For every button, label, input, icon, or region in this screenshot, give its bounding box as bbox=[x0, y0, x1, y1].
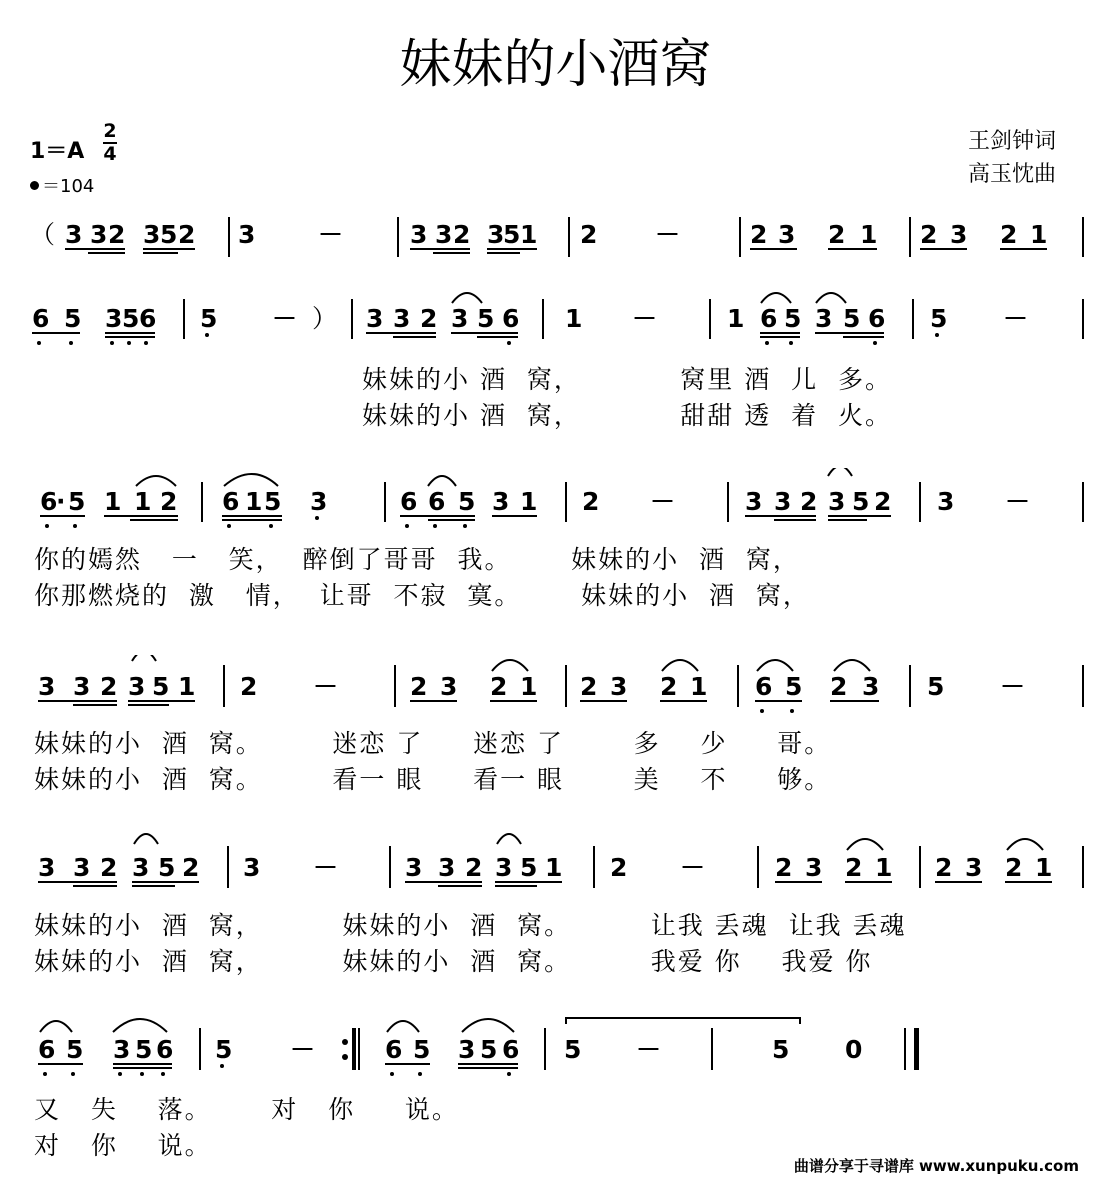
svg-text:3: 3 bbox=[965, 853, 983, 882]
svg-text:5: 5 bbox=[852, 487, 870, 516]
svg-text:2: 2 bbox=[240, 672, 258, 701]
svg-text:1: 1 bbox=[875, 853, 893, 882]
svg-text:2: 2 bbox=[465, 853, 483, 882]
svg-text:0: 0 bbox=[845, 1035, 863, 1064]
svg-text:3: 3 bbox=[366, 304, 384, 333]
svg-text:5: 5 bbox=[122, 304, 140, 333]
svg-text:2: 2 bbox=[660, 672, 678, 701]
lyric-row-3-verse-1: 你的嫣然 一 笑， 醉倒了哥哥 我。 妹妹的小 酒 窝， bbox=[34, 545, 800, 574]
svg-text:3: 3 bbox=[238, 220, 256, 249]
tempo-mark: ＝104 bbox=[30, 172, 94, 198]
svg-text:3: 3 bbox=[143, 220, 161, 249]
svg-text:2: 2 bbox=[828, 220, 846, 249]
svg-text:5: 5 bbox=[503, 220, 521, 249]
svg-text:2: 2 bbox=[182, 853, 200, 882]
svg-text:3: 3 bbox=[805, 853, 823, 882]
svg-text:6: 6 bbox=[428, 487, 446, 516]
svg-text:5: 5 bbox=[152, 672, 170, 701]
lyric-row-5-verse-1: 妹妹的小 酒 窝， 妹妹的小 酒 窝。 让我 丢魂 让我 丢魂 bbox=[34, 911, 907, 940]
svg-text:5: 5 bbox=[458, 487, 476, 516]
score-row-1-notation bbox=[0, 205, 1111, 265]
svg-text:5: 5 bbox=[520, 853, 538, 882]
svg-text:3: 3 bbox=[410, 220, 428, 249]
svg-text:3: 3 bbox=[393, 304, 411, 333]
svg-text:－: － bbox=[313, 853, 339, 882]
svg-text:·: · bbox=[56, 487, 66, 516]
svg-text:6: 6 bbox=[40, 487, 58, 516]
key-signature: 1＝A bbox=[30, 139, 85, 164]
svg-text:3: 3 bbox=[65, 220, 83, 249]
svg-text:3: 3 bbox=[90, 220, 108, 249]
composer-credit: 高玉忱曲 bbox=[967, 162, 1056, 187]
score-row-6 bbox=[0, 1012, 1111, 1072]
svg-text:3: 3 bbox=[113, 1035, 131, 1064]
svg-text:3: 3 bbox=[487, 220, 505, 249]
svg-text:－: － bbox=[1005, 487, 1031, 516]
lyric-row-2-verse-2: 妹妹的小 酒 窝， 甜甜 透 着 火。 bbox=[362, 401, 893, 430]
svg-text:5: 5 bbox=[215, 1035, 233, 1064]
svg-text:1: 1 bbox=[860, 220, 878, 249]
svg-text:3: 3 bbox=[492, 487, 510, 516]
svg-text:5: 5 bbox=[135, 1035, 153, 1064]
svg-text:2: 2 bbox=[920, 220, 938, 249]
svg-text:5: 5 bbox=[480, 1035, 498, 1064]
svg-text:3: 3 bbox=[774, 487, 792, 516]
svg-text:3: 3 bbox=[451, 304, 469, 333]
watermark-footer: 曲谱分享于寻谱库 www.xunpuku.com bbox=[793, 1157, 1079, 1175]
svg-text:－: － bbox=[272, 304, 298, 333]
svg-text:5: 5 bbox=[158, 853, 176, 882]
svg-text:1: 1 bbox=[520, 487, 538, 516]
svg-text:3: 3 bbox=[310, 487, 328, 516]
svg-text:2: 2 bbox=[100, 853, 118, 882]
svg-text:5: 5 bbox=[785, 672, 803, 701]
lyric-row-6-verse-1: 又 失 落。 对 你 说。 bbox=[34, 1095, 459, 1124]
svg-text:5: 5 bbox=[160, 220, 178, 249]
svg-text:3: 3 bbox=[950, 220, 968, 249]
score-row-4-notation bbox=[0, 655, 1111, 715]
svg-text:3: 3 bbox=[440, 672, 458, 701]
svg-text:1: 1 bbox=[245, 487, 263, 516]
svg-text:）: ） bbox=[312, 304, 338, 333]
svg-text:3: 3 bbox=[132, 853, 150, 882]
lyric-row-2-verse-1: 妹妹的小 酒 窝， 窝里 酒 儿 多。 bbox=[362, 365, 893, 394]
lyric-row-6-verse-2: 对 你 说。 bbox=[34, 1131, 212, 1160]
score-row-3-notation bbox=[0, 468, 1111, 528]
svg-text:5: 5 bbox=[413, 1035, 431, 1064]
svg-text:6: 6 bbox=[222, 487, 240, 516]
svg-text:3: 3 bbox=[73, 672, 91, 701]
svg-text:3: 3 bbox=[405, 853, 423, 882]
svg-text:－: － bbox=[290, 1035, 316, 1064]
svg-text:－: － bbox=[1000, 672, 1026, 701]
svg-text:5: 5 bbox=[772, 1035, 790, 1064]
svg-text:5: 5 bbox=[927, 672, 945, 701]
svg-text:2: 2 bbox=[935, 853, 953, 882]
svg-text:2: 2 bbox=[580, 220, 598, 249]
svg-text:5: 5 bbox=[200, 304, 218, 333]
svg-text:6: 6 bbox=[32, 304, 50, 333]
svg-text:－: － bbox=[313, 672, 339, 701]
svg-text:6: 6 bbox=[139, 304, 157, 333]
svg-text:2: 2 bbox=[775, 853, 793, 882]
svg-text:－: － bbox=[650, 487, 676, 516]
svg-text:1: 1 bbox=[690, 672, 708, 701]
svg-text:6: 6 bbox=[400, 487, 418, 516]
svg-text:5: 5 bbox=[564, 1035, 582, 1064]
lyric-row-3-verse-2: 你那燃烧的 激 情， 让哥 不寂 寞。 妹妹的小 酒 窝， bbox=[34, 581, 810, 610]
svg-text:2: 2 bbox=[178, 220, 196, 249]
svg-text:3: 3 bbox=[745, 487, 763, 516]
svg-text:2: 2 bbox=[610, 853, 628, 882]
svg-text:3: 3 bbox=[828, 487, 846, 516]
time-signature: 2 4 bbox=[103, 120, 117, 165]
svg-text:2: 2 bbox=[410, 672, 428, 701]
svg-text:6: 6 bbox=[760, 304, 778, 333]
score-row-6-notation bbox=[0, 1012, 1111, 1078]
score-row-1 bbox=[0, 205, 1111, 265]
svg-text:2: 2 bbox=[1000, 220, 1018, 249]
svg-text:6: 6 bbox=[38, 1035, 56, 1064]
svg-text:6: 6 bbox=[868, 304, 886, 333]
svg-text:2: 2 bbox=[1005, 853, 1023, 882]
page-title: 妹妹的小酒窝 bbox=[399, 35, 712, 95]
svg-text:2: 2 bbox=[580, 672, 598, 701]
svg-text:2: 2 bbox=[750, 220, 768, 249]
svg-text:5: 5 bbox=[843, 304, 861, 333]
svg-text:2: 2 bbox=[490, 672, 508, 701]
svg-text:1: 1 bbox=[565, 304, 583, 333]
svg-text:1: 1 bbox=[178, 672, 196, 701]
svg-text:1: 1 bbox=[520, 672, 538, 701]
svg-text:5: 5 bbox=[68, 487, 86, 516]
svg-text:2: 2 bbox=[830, 672, 848, 701]
svg-text:3: 3 bbox=[815, 304, 833, 333]
svg-text:－: － bbox=[636, 1035, 662, 1064]
svg-text:3: 3 bbox=[128, 672, 146, 701]
svg-text:2: 2 bbox=[874, 487, 892, 516]
svg-text:3: 3 bbox=[38, 853, 56, 882]
svg-text:3: 3 bbox=[243, 853, 261, 882]
svg-text:1: 1 bbox=[1030, 220, 1048, 249]
svg-text:2: 2 bbox=[845, 853, 863, 882]
svg-text:3: 3 bbox=[105, 304, 123, 333]
svg-text:5: 5 bbox=[930, 304, 948, 333]
svg-text:3: 3 bbox=[38, 672, 56, 701]
svg-text:（: （ bbox=[30, 220, 56, 249]
svg-text:2: 2 bbox=[160, 487, 178, 516]
svg-text:3: 3 bbox=[937, 487, 955, 516]
svg-text:3: 3 bbox=[495, 853, 513, 882]
svg-text:1: 1 bbox=[1035, 853, 1053, 882]
svg-text:2: 2 bbox=[800, 487, 818, 516]
svg-text:5: 5 bbox=[477, 304, 495, 333]
score-row-3 bbox=[0, 468, 1111, 528]
score-row-2-notation bbox=[0, 285, 1111, 345]
svg-text:6: 6 bbox=[755, 672, 773, 701]
score-row-4 bbox=[0, 655, 1111, 715]
svg-text:－: － bbox=[655, 220, 681, 249]
svg-text:5: 5 bbox=[66, 1035, 84, 1064]
quarter-note-icon bbox=[30, 181, 39, 190]
svg-text:2: 2 bbox=[453, 220, 471, 249]
lyric-row-4-verse-2: 妹妹的小 酒 窝。 看一 眼 看一 眼 美 不 够。 bbox=[34, 765, 832, 794]
svg-text:1: 1 bbox=[104, 487, 122, 516]
svg-text:1: 1 bbox=[545, 853, 563, 882]
svg-text:5: 5 bbox=[784, 304, 802, 333]
svg-text:3: 3 bbox=[778, 220, 796, 249]
svg-text:3: 3 bbox=[610, 672, 628, 701]
svg-text:1: 1 bbox=[520, 220, 538, 249]
svg-text:6: 6 bbox=[385, 1035, 403, 1064]
svg-text:1: 1 bbox=[134, 487, 152, 516]
svg-text:2: 2 bbox=[108, 220, 126, 249]
svg-text:6: 6 bbox=[502, 1035, 520, 1064]
lyric-row-5-verse-2: 妹妹的小 酒 窝， 妹妹的小 酒 窝。 我爱 你 我爱 你 bbox=[34, 947, 873, 976]
svg-text:6: 6 bbox=[502, 304, 520, 333]
lyric-row-4-verse-1: 妹妹的小 酒 窝。 迷恋 了 迷恋 了 多 少 哥。 bbox=[34, 729, 832, 758]
svg-text:3: 3 bbox=[73, 853, 91, 882]
svg-text:－: － bbox=[680, 853, 706, 882]
svg-text:－: － bbox=[632, 304, 658, 333]
svg-text:2: 2 bbox=[420, 304, 438, 333]
svg-text:3: 3 bbox=[435, 220, 453, 249]
svg-text:2: 2 bbox=[100, 672, 118, 701]
lyricist-credit: 王剑钟词 bbox=[967, 129, 1056, 154]
svg-text:－: － bbox=[1003, 304, 1029, 333]
score-row-5 bbox=[0, 830, 1111, 890]
svg-text:－: － bbox=[318, 220, 344, 249]
svg-text:5: 5 bbox=[64, 304, 82, 333]
score-row-5-notation bbox=[0, 830, 1111, 890]
svg-text:3: 3 bbox=[438, 853, 456, 882]
svg-text:3: 3 bbox=[862, 672, 880, 701]
svg-text:6: 6 bbox=[156, 1035, 174, 1064]
svg-text:5: 5 bbox=[264, 487, 282, 516]
svg-text:1: 1 bbox=[727, 304, 745, 333]
svg-text:2: 2 bbox=[582, 487, 600, 516]
svg-text:3: 3 bbox=[458, 1035, 476, 1064]
score-row-2 bbox=[0, 285, 1111, 345]
